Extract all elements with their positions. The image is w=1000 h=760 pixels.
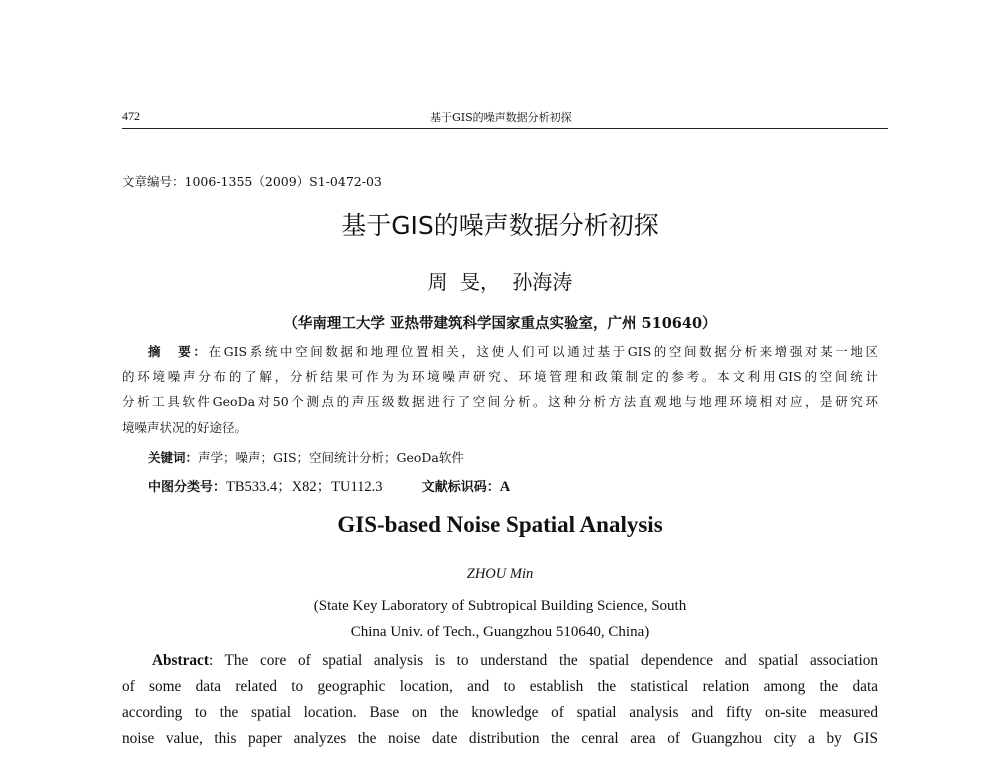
cn-keywords-label: 关键词： — [148, 450, 199, 465]
cn-classification — [148, 475, 510, 496]
article-number-value: 1006-1355（2009）S1-0472-03 — [184, 174, 382, 189]
cn-doc-code-value: A — [499, 479, 511, 495]
article-number-label: 文章编号： — [122, 174, 185, 189]
header-rule — [122, 128, 888, 129]
en-abstract-text-1: : The core of spatial analysis is to understand the spatial dependence and spatial association — [208, 652, 878, 669]
cn-abstract-text-1: 在GIS系统中空间数据和地理位置相关，这使人们可以通过基于GIS的空间数据分析来增强对某一地区 — [208, 344, 878, 359]
cn-abstract-line-3: 分析工具软件GeoDa对50个测点的声压级数据进行了空间分析。这种分析方法直观地与地理环境相对应，是研究环 — [122, 394, 878, 409]
cn-authors: 周 旻， 孙海涛 — [427, 270, 573, 294]
running-title: 基于GIS的噪声数据分析初探 — [430, 111, 572, 124]
cn-doc-code-label: 文献标识码： — [421, 480, 500, 495]
en-affiliation-line-1: (State Key Laboratory of Subtropical Building Science, South — [313, 598, 687, 614]
article-number — [122, 172, 382, 190]
cn-abstract-label: 摘 要： — [148, 344, 209, 359]
en-abstract-line-2: of some data related to geographic location, and to establish the statistical relation among the data — [122, 678, 878, 695]
en-author: ZHOU Min — [466, 566, 534, 582]
cn-keywords — [148, 448, 464, 466]
cn-title: 基于GIS的噪声数据分析初探 — [341, 211, 659, 240]
cn-abstract-line-4: 境噪声状况的好途径。 — [122, 420, 248, 435]
en-title: GIS-based Noise Spatial Analysis — [337, 512, 663, 537]
cn-affiliation: （华南理工大学 亚热带建筑科学国家重点实验室，广州 510640） — [283, 315, 717, 332]
en-abstract-line-1 — [122, 652, 878, 670]
cn-keywords-value: 声学；噪声；GIS；空间统计分析；GeoDa软件 — [198, 450, 464, 465]
cn-clc-label: 中图分类号： — [148, 480, 227, 495]
cn-abstract-line-2: 的环境噪声分布的了解，分析结果可作为为环境噪声研究、环境管理和政策制定的参考。本文利用GIS的空间统计 — [122, 369, 878, 384]
cn-clc-value: TB533.4；X82；TU112.3 — [226, 479, 383, 495]
en-affiliation-line-2: China Univ. of Tech., Guangzhou 510640, China) — [350, 624, 650, 640]
en-abstract-line-4: noise value, this paper analyzes the noise date distribution the cenral area of Guangzhou city a by GIS — [122, 730, 878, 747]
en-abstract-label: Abstract — [152, 652, 209, 669]
en-abstract-line-3: according to the spatial location. Base on the knowledge of spatial analysis and fifty on-site measured — [122, 704, 878, 721]
page-number: 472 — [122, 109, 140, 123]
cn-abstract-line-1 — [122, 342, 878, 360]
